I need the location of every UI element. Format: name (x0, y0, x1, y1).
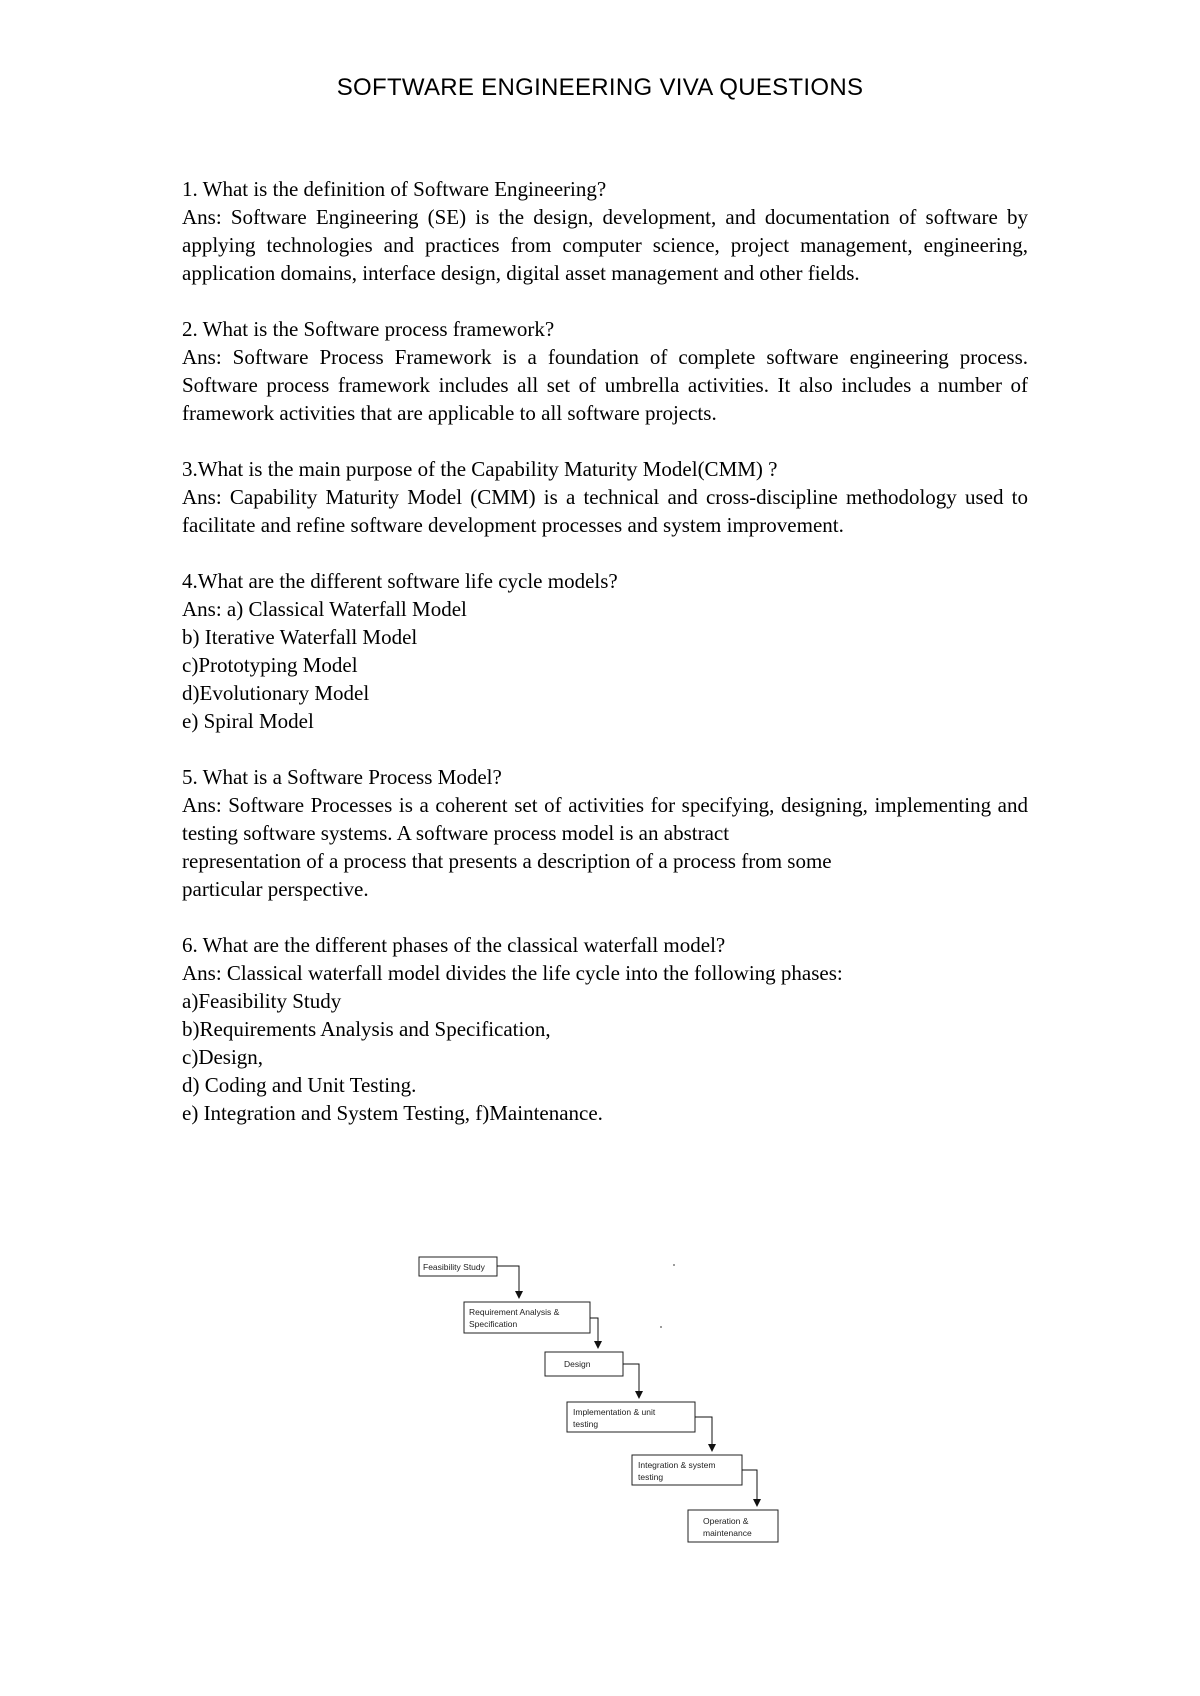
diagram-label-operation-line2: maintenance (703, 1528, 752, 1538)
diagram-connector (742, 1470, 757, 1503)
question-4: 4.What are the different software life cycle models? (182, 569, 618, 593)
diagram-label-integration: Integration & system (638, 1460, 716, 1470)
question-5: 5. What is a Software Process Model? (182, 765, 502, 789)
answer-4-line: Ans: a) Classical Waterfall Model (182, 597, 467, 621)
diagram-connector (695, 1417, 712, 1448)
answer-4-line: e) Spiral Model (182, 709, 314, 733)
question-2: 2. What is the Software process framework? (182, 317, 555, 341)
answer-5-line: representation of a process that presents a description of a process from some (182, 849, 832, 873)
answer-6-line: d) Coding and Unit Testing. (182, 1073, 417, 1097)
answer-2: Ans: Software Process Framework is a foundation of complete software engineering process. Software process framework includes all set of umbrella activities. It also includes a number of framework activities that are applicable to all software projects. (182, 345, 1028, 425)
diagram-box-implementation (567, 1402, 695, 1432)
diagram-stray-mark (660, 1326, 662, 1328)
diagram-label-design: Design (564, 1359, 591, 1369)
answer-5-line: particular perspective. (182, 877, 369, 901)
question-1: 1. What is the definition of Software Engineering? (182, 177, 607, 201)
diagram-connector (497, 1266, 519, 1295)
diagram-label-feasibility-study: Feasibility Study (423, 1262, 485, 1272)
diagram-label-implementation-line2: testing (573, 1419, 599, 1429)
diagram-box-integration (632, 1455, 742, 1485)
diagram-connector (590, 1318, 598, 1345)
waterfall-diagram (410, 1245, 790, 1565)
qa-content (182, 175, 1028, 1155)
answer-6-line: a)Feasibility Study (182, 989, 342, 1013)
answer-4-line: c)Prototyping Model (182, 653, 358, 677)
diagram-label-requirement-analysis: Requirement Analysis & (469, 1307, 560, 1317)
answer-4-line: d)Evolutionary Model (182, 681, 370, 705)
qa-item-2 (182, 315, 1028, 427)
qa-item-3 (182, 455, 1028, 539)
answer-6-line: e) Integration and System Testing, f)Maintenance. (182, 1101, 603, 1125)
qa-item-5 (182, 763, 1028, 903)
diagram-connector (623, 1364, 639, 1395)
answer-3: Ans: Capability Maturity Model (CMM) is a technical and cross-discipline methodology used to facilitate and refine software development processes and system improvement. (182, 485, 1028, 537)
diagram-label-operation: Operation & (703, 1516, 749, 1526)
page-title: SOFTWARE ENGINEERING VIVA QUESTIONS (336, 74, 864, 101)
diagram-box-feasibility-study (419, 1257, 497, 1276)
diagram-box-requirement-analysis (464, 1302, 590, 1333)
answer-1: Ans: Software Engineering (SE) is the design, development, and documentation of software by applying technologies and practices from computer science, project management, engineering, application domains, interface design, digital asset management and other fields. (182, 205, 1028, 285)
qa-item-6 (182, 931, 1028, 1127)
answer-5: Ans: Software Processes is a coherent set of activities for specifying, designing, implementing and testing software systems. A software process model is an abstract (182, 793, 1028, 845)
qa-item-1 (182, 175, 1028, 287)
diagram-label-requirement-analysis-line2: Specification (469, 1319, 518, 1329)
answer-6-line: b)Requirements Analysis and Specification, (182, 1017, 551, 1041)
answer-6-line: Ans: Classical waterfall model divides the life cycle into the following phases: (182, 961, 843, 985)
question-3: 3.What is the main purpose of the Capability Maturity Model(CMM) ? (182, 457, 778, 481)
qa-item-4 (182, 567, 1028, 735)
diagram-box-operation (688, 1510, 778, 1542)
diagram-box-design (545, 1352, 623, 1376)
diagram-label-implementation: Implementation & unit (573, 1407, 656, 1417)
diagram-stray-mark (673, 1264, 675, 1266)
answer-4-line: b) Iterative Waterfall Model (182, 625, 418, 649)
question-6: 6. What are the different phases of the classical waterfall model? (182, 933, 726, 957)
diagram-label-integration-line2: testing (638, 1472, 664, 1482)
answer-6-line: c)Design, (182, 1045, 264, 1069)
